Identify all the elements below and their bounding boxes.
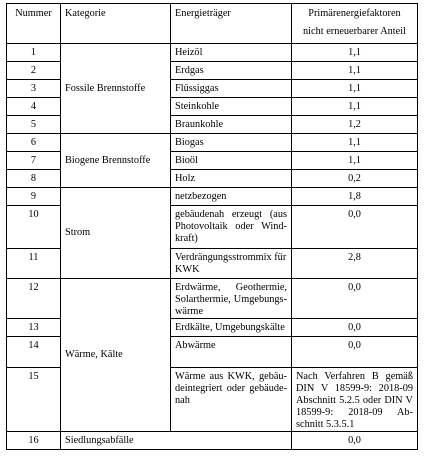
factor-value-cell: 1,1 xyxy=(292,152,418,170)
category-cell: Biogene Brennstoffe xyxy=(61,134,171,188)
energy-carrier-cell: Verdrängungsstrommix für KWK xyxy=(171,249,292,279)
row-number: 1 xyxy=(7,44,61,62)
energy-carrier-cell: Abwärme xyxy=(171,337,292,368)
category-cell: Fossile Brennstoffe xyxy=(61,44,171,134)
header-factor-line2: nicht erneuerbarer Anteil xyxy=(303,26,406,37)
row-number: 9 xyxy=(7,188,61,206)
table-row xyxy=(7,134,418,152)
factor-value-cell: 2,8 xyxy=(292,249,418,279)
energy-carrier-cell: Steinkohle xyxy=(171,98,292,116)
factor-value-cell: 1,8 xyxy=(292,188,418,206)
table-row xyxy=(7,188,418,206)
row-number: 13 xyxy=(7,319,61,337)
row-number: 2 xyxy=(7,62,61,80)
factor-value-cell: 0,0 xyxy=(292,206,418,249)
factor-value-cell: 0,2 xyxy=(292,170,418,188)
row-number: 14 xyxy=(7,337,61,368)
row-number: 12 xyxy=(7,279,61,319)
table-header-row xyxy=(7,4,418,44)
energy-carrier-cell: Holz xyxy=(171,170,292,188)
category-cell: Strom xyxy=(61,188,171,279)
factor-value-cell: 1,1 xyxy=(292,44,418,62)
row-number: 4 xyxy=(7,98,61,116)
factor-value-cell: 0,0 xyxy=(292,319,418,337)
factor-value-cell: 0,0 xyxy=(292,337,418,368)
table-row xyxy=(7,432,418,450)
energy-carrier-cell: netzbezogen xyxy=(171,188,292,206)
table-row xyxy=(7,44,418,62)
energy-carrier-cell: Erdgas xyxy=(171,62,292,80)
factor-value-cell: 1,2 xyxy=(292,116,418,134)
factor-value-cell: 1,1 xyxy=(292,98,418,116)
table-row xyxy=(7,279,418,319)
energy-carrier-cell: Erdwärme, Geothermie, Solarthermie, Umgebungs-wärme xyxy=(171,279,292,319)
factor-value-cell: 0,0 xyxy=(292,432,418,450)
energy-carrier-cell: Wärme aus KWK, gebäu-deintegriert oder gebäude-nah xyxy=(171,368,292,432)
header-number: Nummer xyxy=(7,4,61,44)
header-energy-carrier: Energieträger xyxy=(171,4,292,44)
category-cell: Wärme, Kälte xyxy=(61,279,171,432)
row-number: 6 xyxy=(7,134,61,152)
category-cell: Siedlungsabfälle xyxy=(61,432,292,450)
row-number: 11 xyxy=(7,249,61,279)
row-number: 16 xyxy=(7,432,61,450)
energy-factor-table xyxy=(6,3,418,450)
row-number: 3 xyxy=(7,80,61,98)
row-number: 8 xyxy=(7,170,61,188)
header-category: Kategorie xyxy=(61,4,171,44)
row-number: 15 xyxy=(7,368,61,432)
row-number: 7 xyxy=(7,152,61,170)
factor-value-cell: 1,1 xyxy=(292,62,418,80)
factor-value-cell: 1,1 xyxy=(292,134,418,152)
factor-value-cell: 0,0 xyxy=(292,279,418,319)
header-factor-line1: Primärenergiefaktoren xyxy=(308,8,401,19)
energy-carrier-cell: gebäudenah erzeugt (aus Photovoltaik oder Wind-kraft) xyxy=(171,206,292,249)
energy-carrier-cell: Biogas xyxy=(171,134,292,152)
header-primary-energy-factor xyxy=(292,4,418,44)
row-number: 5 xyxy=(7,116,61,134)
energy-carrier-cell: Braunkohle xyxy=(171,116,292,134)
energy-carrier-cell: Bioöl xyxy=(171,152,292,170)
energy-carrier-cell: Flüssiggas xyxy=(171,80,292,98)
energy-carrier-cell: Heizöl xyxy=(171,44,292,62)
factor-value-cell: 1,1 xyxy=(292,80,418,98)
energy-carrier-cell: Erdkälte, Umgebungskälte xyxy=(171,319,292,337)
row-number: 10 xyxy=(7,206,61,249)
factor-value-cell: Nach Verfahren B gemäß DIN V 18599-9: 2018-09 Abschnitt 5.2.5 oder DIN V 18599-9: 2018-09 Ab-schnitt 5.3.5.1 xyxy=(292,368,418,432)
